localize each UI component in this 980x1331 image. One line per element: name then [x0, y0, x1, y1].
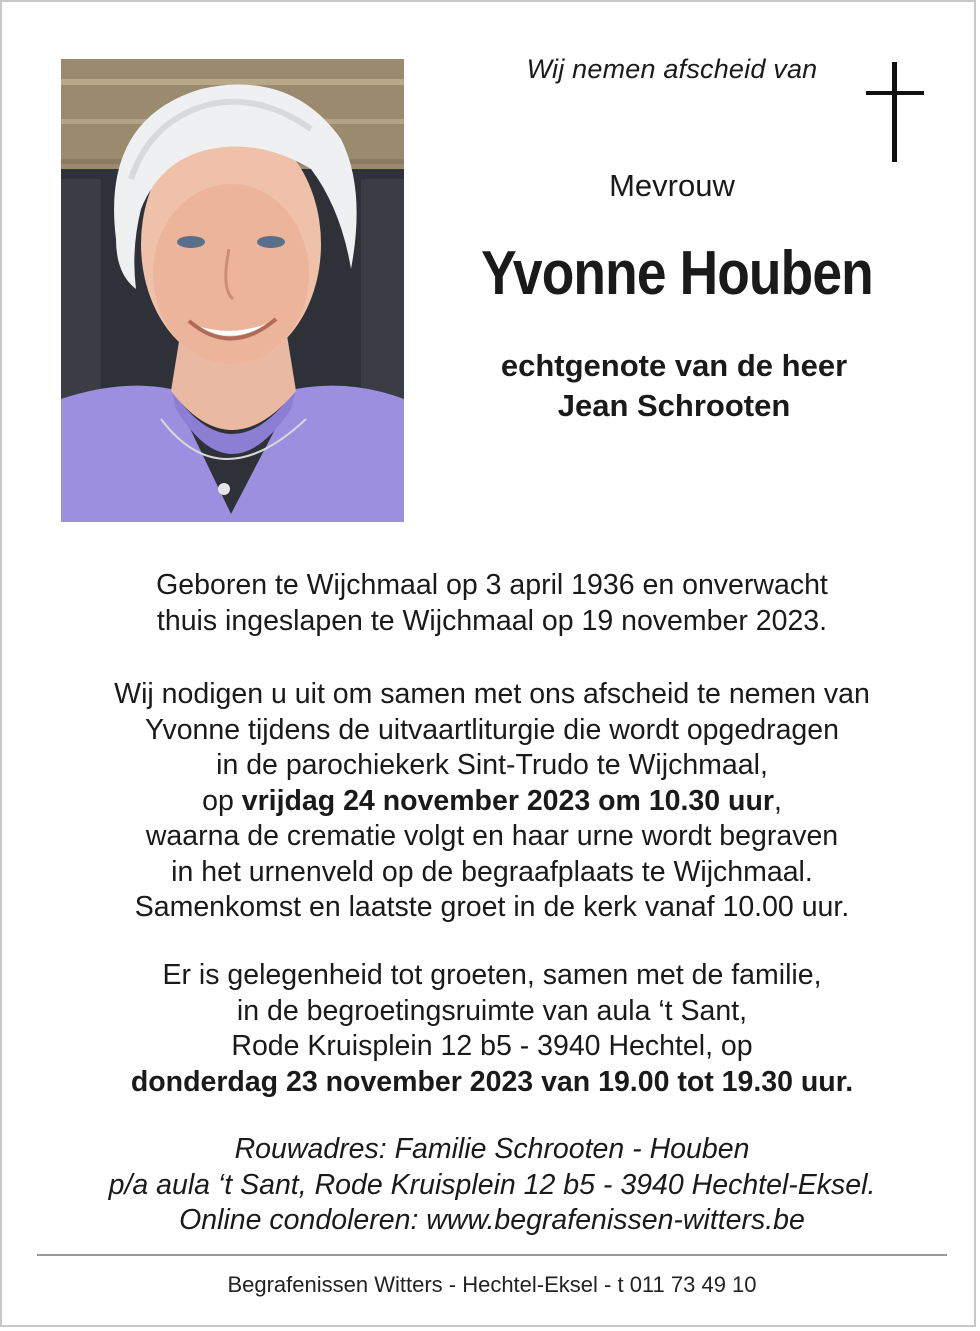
invite-line-4	[42, 784, 942, 820]
greet-line-3: Rode Kruisplein 12 b5 - 3940 Hechtel, op	[231, 1030, 753, 1062]
invite-line-4-post: ,	[773, 784, 782, 817]
invite-line-2: Yvonne tijdens de uitvaartliturgie die wordt opgedragen	[145, 713, 839, 746]
spouse-line-2: Jean Schrooten	[557, 388, 791, 423]
footer-text: Begrafenissen Witters - Hechtel-Eksel - t 011 73 49 10	[227, 1272, 757, 1297]
invite-line-6: in het urnenveld op de begraafplaats te Wijchmaal.	[171, 855, 813, 888]
invite-line-3: in de parochiekerk Sint-Trudo te Wijchmaal,	[216, 749, 768, 781]
invite-line-1: Wij nodigen u uit om samen met ons afscheid te nemen van	[114, 678, 870, 710]
cross-icon	[866, 62, 924, 162]
birth-line-1: Geboren te Wijchmaal op 3 april 1936 en onverwacht	[156, 569, 828, 601]
greeting-date: donderdag 23 november 2023 van 19.00 tot 19.30 uur.	[130, 1065, 854, 1098]
greeting-paragraph	[42, 958, 942, 1100]
invite-line-7: Samenkomst en laatste groet in de kerk vanaf 10.00 uur.	[134, 891, 850, 923]
spouse-line-1: echtgenote van de heer	[500, 348, 848, 383]
birth-death-paragraph	[42, 568, 942, 639]
funeral-invitation-paragraph	[42, 677, 942, 926]
honorific: Mevrouw	[609, 168, 735, 203]
mourning-address-paragraph	[42, 1132, 942, 1239]
greet-line-1: Er is gelegenheid tot groeten, samen met de familie,	[162, 959, 822, 991]
portrait-photo	[61, 59, 404, 522]
address-line-3: Online condoleren: www.begrafenissen-witters.be	[179, 1204, 805, 1236]
deceased-name: Yvonne Houben	[481, 239, 873, 308]
address-line-1: Rouwadres: Familie Schrooten - Houben	[234, 1133, 750, 1165]
intro-text: Wij nemen afscheid van	[526, 54, 818, 84]
funeral-date: vrijdag 24 november 2023 om 10.30 uur	[241, 784, 774, 817]
spouse-info	[432, 346, 916, 426]
birth-line-2: thuis ingeslapen te Wijchmaal op 19 november 2023.	[156, 604, 828, 637]
greet-line-2: in de begroetingsruimte van aula ‘t Sant,	[236, 994, 748, 1027]
address-line-2: p/a aula ‘t Sant, Rode Kruisplein 12 b5 - 3940 Hechtel-Eksel.	[108, 1168, 876, 1201]
invite-line-5: waarna de crematie volgt en haar urne wordt begraven	[145, 820, 839, 852]
invite-line-4-pre: op	[202, 784, 242, 817]
footer-divider	[37, 1254, 947, 1256]
